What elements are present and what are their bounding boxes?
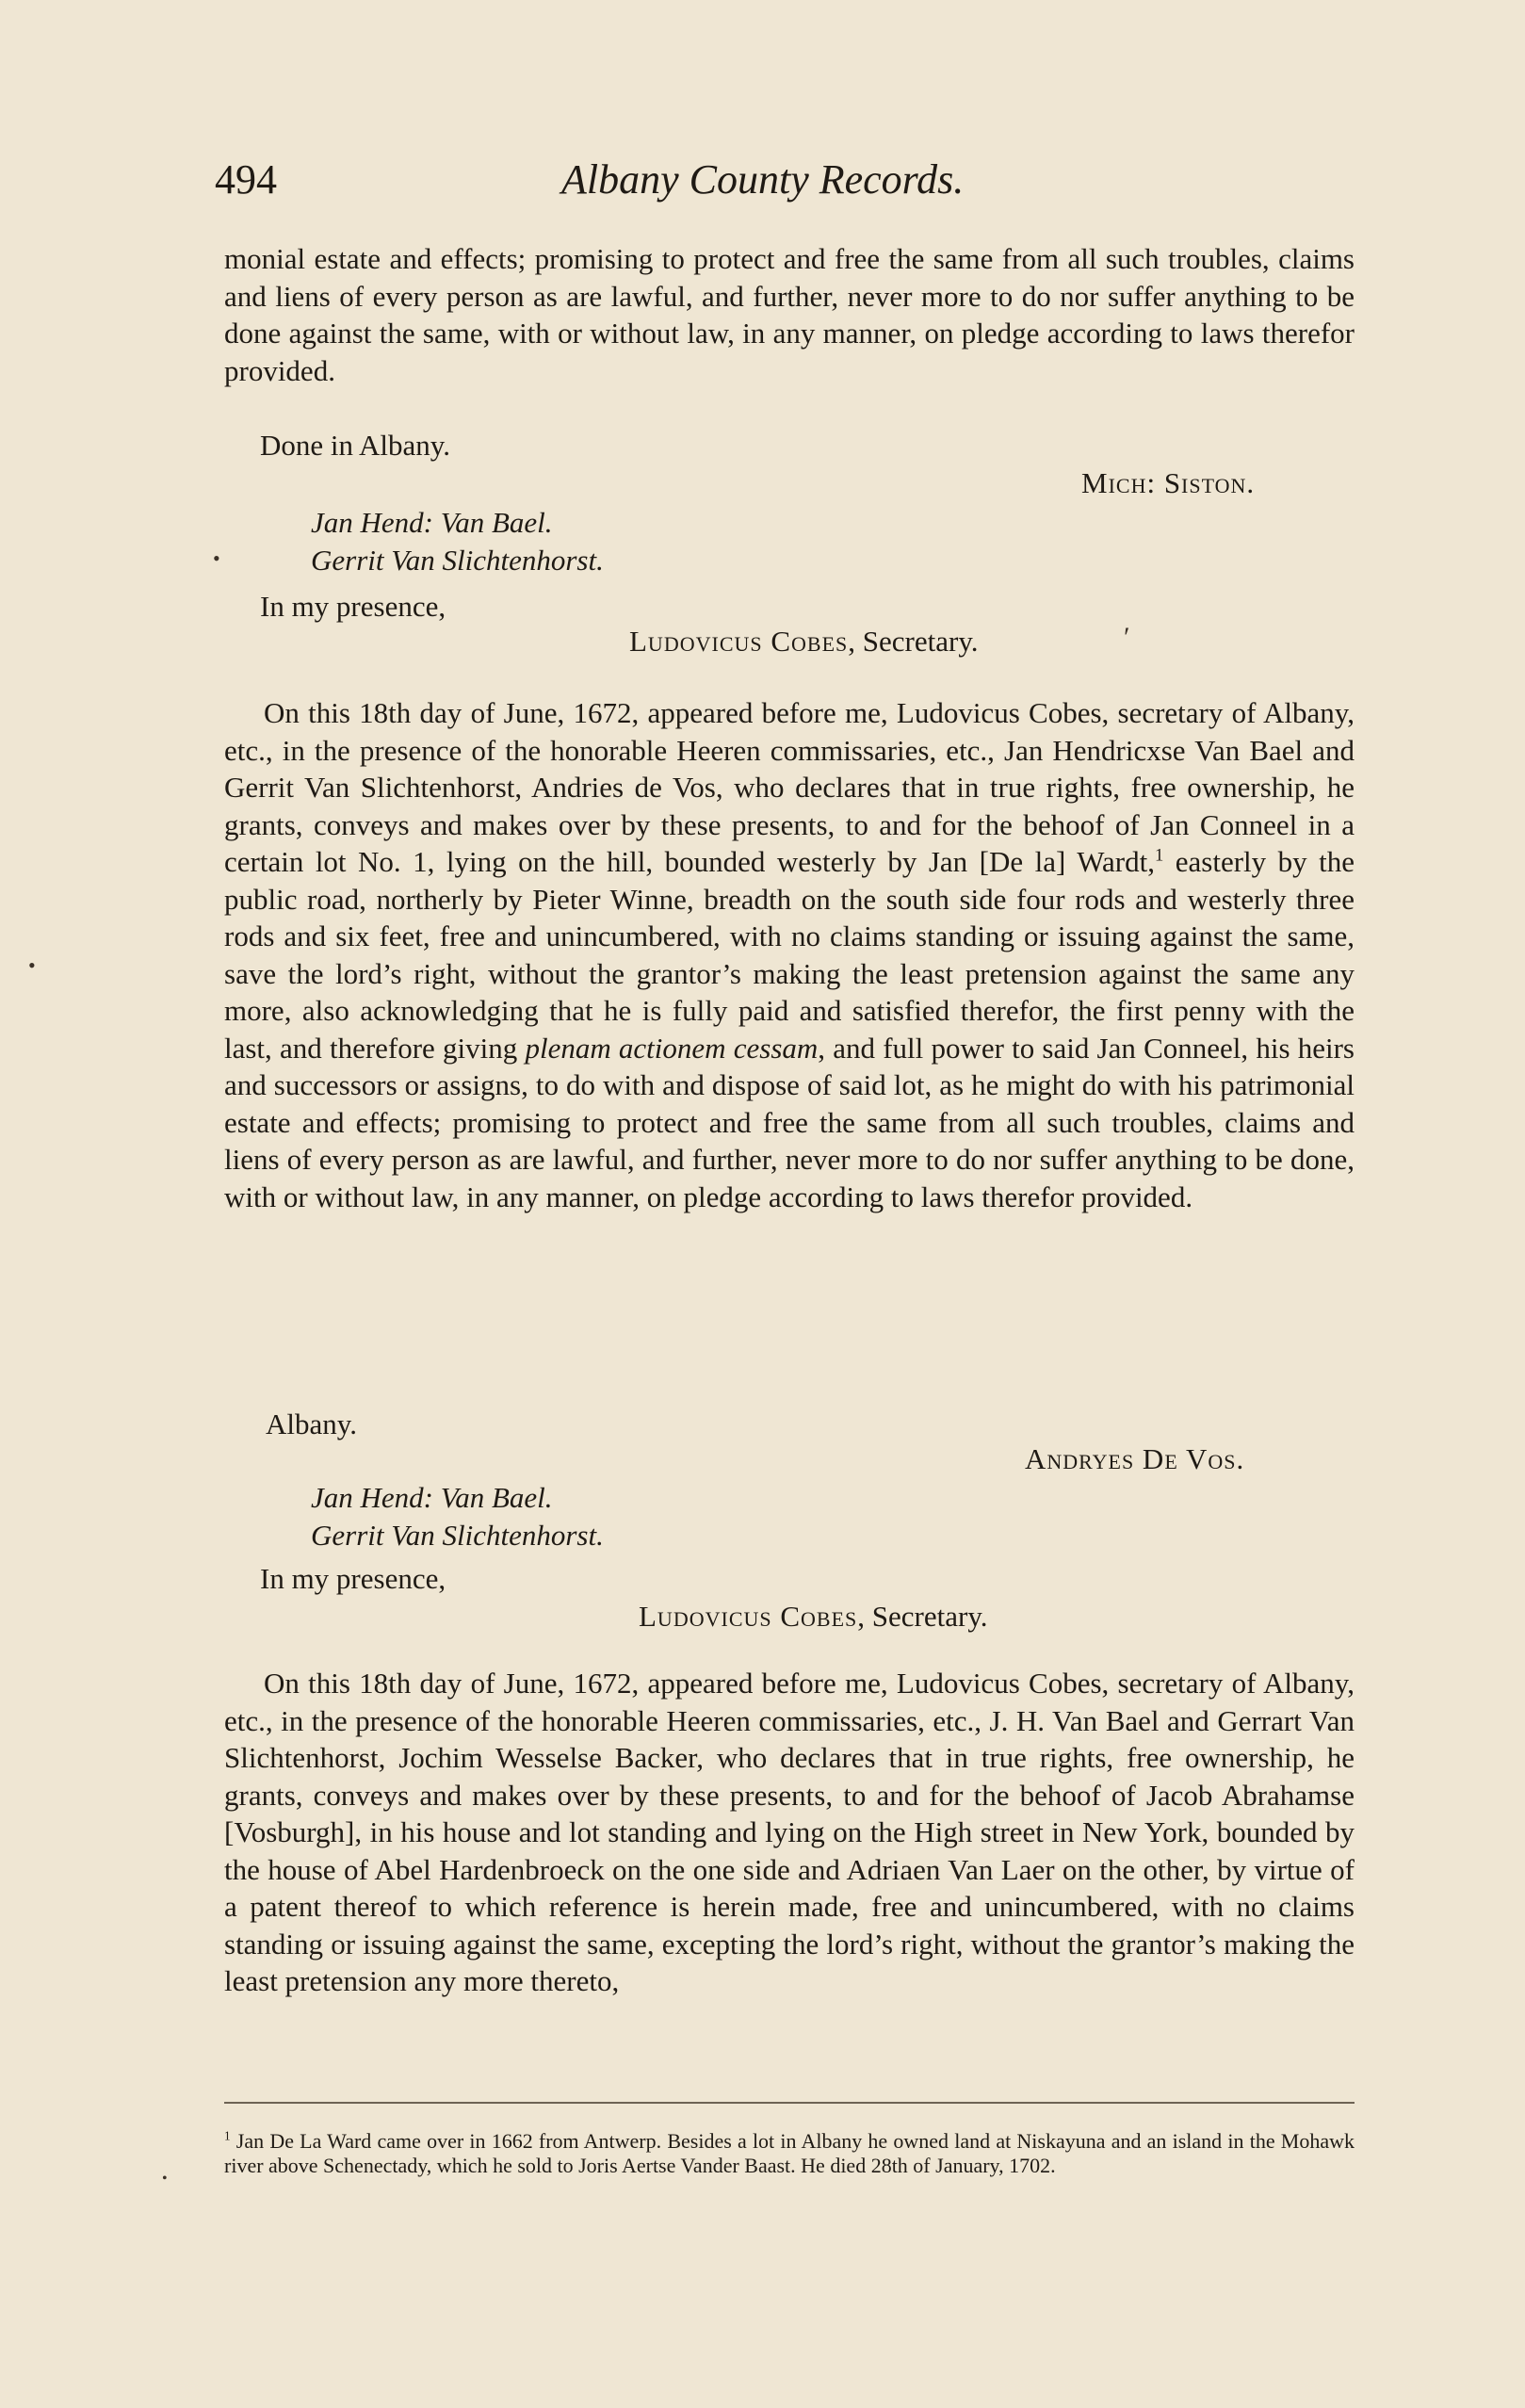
footnote-mark: 1 <box>224 2128 231 2143</box>
margin-mark: • <box>213 546 220 570</box>
witness-list <box>311 1479 604 1554</box>
secretary-title: , Secretary. <box>848 625 979 658</box>
witness-name: Jan Hend: Van Bael. <box>311 506 553 539</box>
signature: Andryes De Vos. <box>1025 1442 1245 1475</box>
witness-name: Gerrit Van Slichtenhorst. <box>311 1519 604 1552</box>
paragraph-text <box>224 694 1355 1215</box>
footnote-text: Jan De La Ward came over in 1662 from Antwerp. Besides a lot in Albany he owned land at Niskayuna and an island in the Mohawk river above Schenectady, which he sold to Joris Aertse Vander Baast. He died 28th of January, 1702. <box>224 2129 1355 2177</box>
continued-paragraph <box>224 240 1355 389</box>
secretary-line <box>629 625 979 659</box>
signature: Mich: Siston. <box>1081 466 1256 499</box>
margin-mark: • <box>28 953 36 977</box>
paragraph-text-part: , and full power to said Jan Conneel, his heirs and successors or assigns, to do with and dispose of said lot, as he might do with his patrimonial estate and effects; promising to protect and free the same from all such troubles, claims and liens of every person as are lawful, and further, never more to do nor suffer anything to be done, with or without law, in any manner, on pledge according to laws therefor provided. <box>224 1031 1355 1213</box>
secretary-title: , Secretary. <box>857 1600 988 1633</box>
running-title: Albany County Records. <box>561 156 965 203</box>
place-line: Done in Albany. <box>260 429 451 462</box>
deed-paragraph <box>224 694 1355 1215</box>
presence-line: In my presence, <box>260 1562 446 1595</box>
footnote-rule <box>224 2102 1355 2104</box>
place-line: Albany. <box>266 1407 357 1440</box>
margin-mark: • <box>162 2171 168 2187</box>
deed-paragraph <box>224 1665 1355 2000</box>
page-header <box>215 155 1345 212</box>
witness-name: Jan Hend: Van Bael. <box>311 1481 553 1514</box>
paragraph-text-part: On this 18th day of June, 1672, appeared before me, Ludovicus Cobes, secretary of Albany, etc., in the presence of the honorable Heeren commissaries, etc., Jan Hendricxse Van Bael and Gerrit Van Slichtenhorst, Andries de Vos, who declares that in true rights, free ownership, he grants, conveys and makes over by these presents, to and for the behoof of Jan Conneel in a certain lot No. 1, lying on the hill, bounded westerly by Jan [De la] Wardt, <box>224 696 1355 878</box>
latin-phrase: plenam actionem cessam <box>525 1031 819 1065</box>
footnote <box>224 2129 1355 2178</box>
paragraph-text-part: easterly by the public road, northerly by Pieter Winne, breadth on the south side four rods and westerly three rods and six feet, free and unincumbered, with no claims standing or issuing against the same, save the lord’s right, without the grantor’s making the least pretension against the same any more, also acknowledging that he is fully paid and satisfied therefor, the first penny with the last, and therefore giving <box>224 845 1355 1065</box>
witness-name: Gerrit Van Slichtenhorst. <box>311 544 604 577</box>
footnote-reference: 1 <box>1154 845 1164 866</box>
presence-line: In my presence, <box>260 590 446 623</box>
paragraph-text: monial estate and effects; promising to protect and free the same from all such troubles, claims and liens of every person as are lawful, and further, never more to do nor suffer anything to be done against the same, with or without law, in any manner, on pledge according to laws therefor provided. <box>224 242 1355 387</box>
margin-mark: ʹ <box>1124 622 1130 653</box>
secretary-name: Ludovicus Cobes <box>639 1600 858 1633</box>
witness-list <box>311 504 604 579</box>
paragraph-text: On this 18th day of June, 1672, appeared before me, Ludovicus Cobes, secretary of Albany, etc., in the presence of the honorable Heeren commissaries, etc., J. H. Van Bael and Gerrart Van Slichtenhorst, Jochim Wesselse Backer, who declares that in true rights, free ownership, he grants, conveys and makes over by these presents, to and for the behoof of Jacob Abrahamse [Vosburgh], in his house and lot standing and lying on the High street in New York, bounded by the house of Abel Hardenbroeck on the one side and Adriaen Van Laer on the other, by virtue of a patent thereof to which reference is herein made, free and unincumbered, with no claims standing or issuing against the same, excepting the lord’s right, without the grantor’s making the least pretension any more thereto, <box>224 1667 1355 1997</box>
secretary-name: Ludovicus Cobes <box>629 625 849 658</box>
secretary-line <box>639 1600 988 1634</box>
page-number: 494 <box>215 156 277 203</box>
